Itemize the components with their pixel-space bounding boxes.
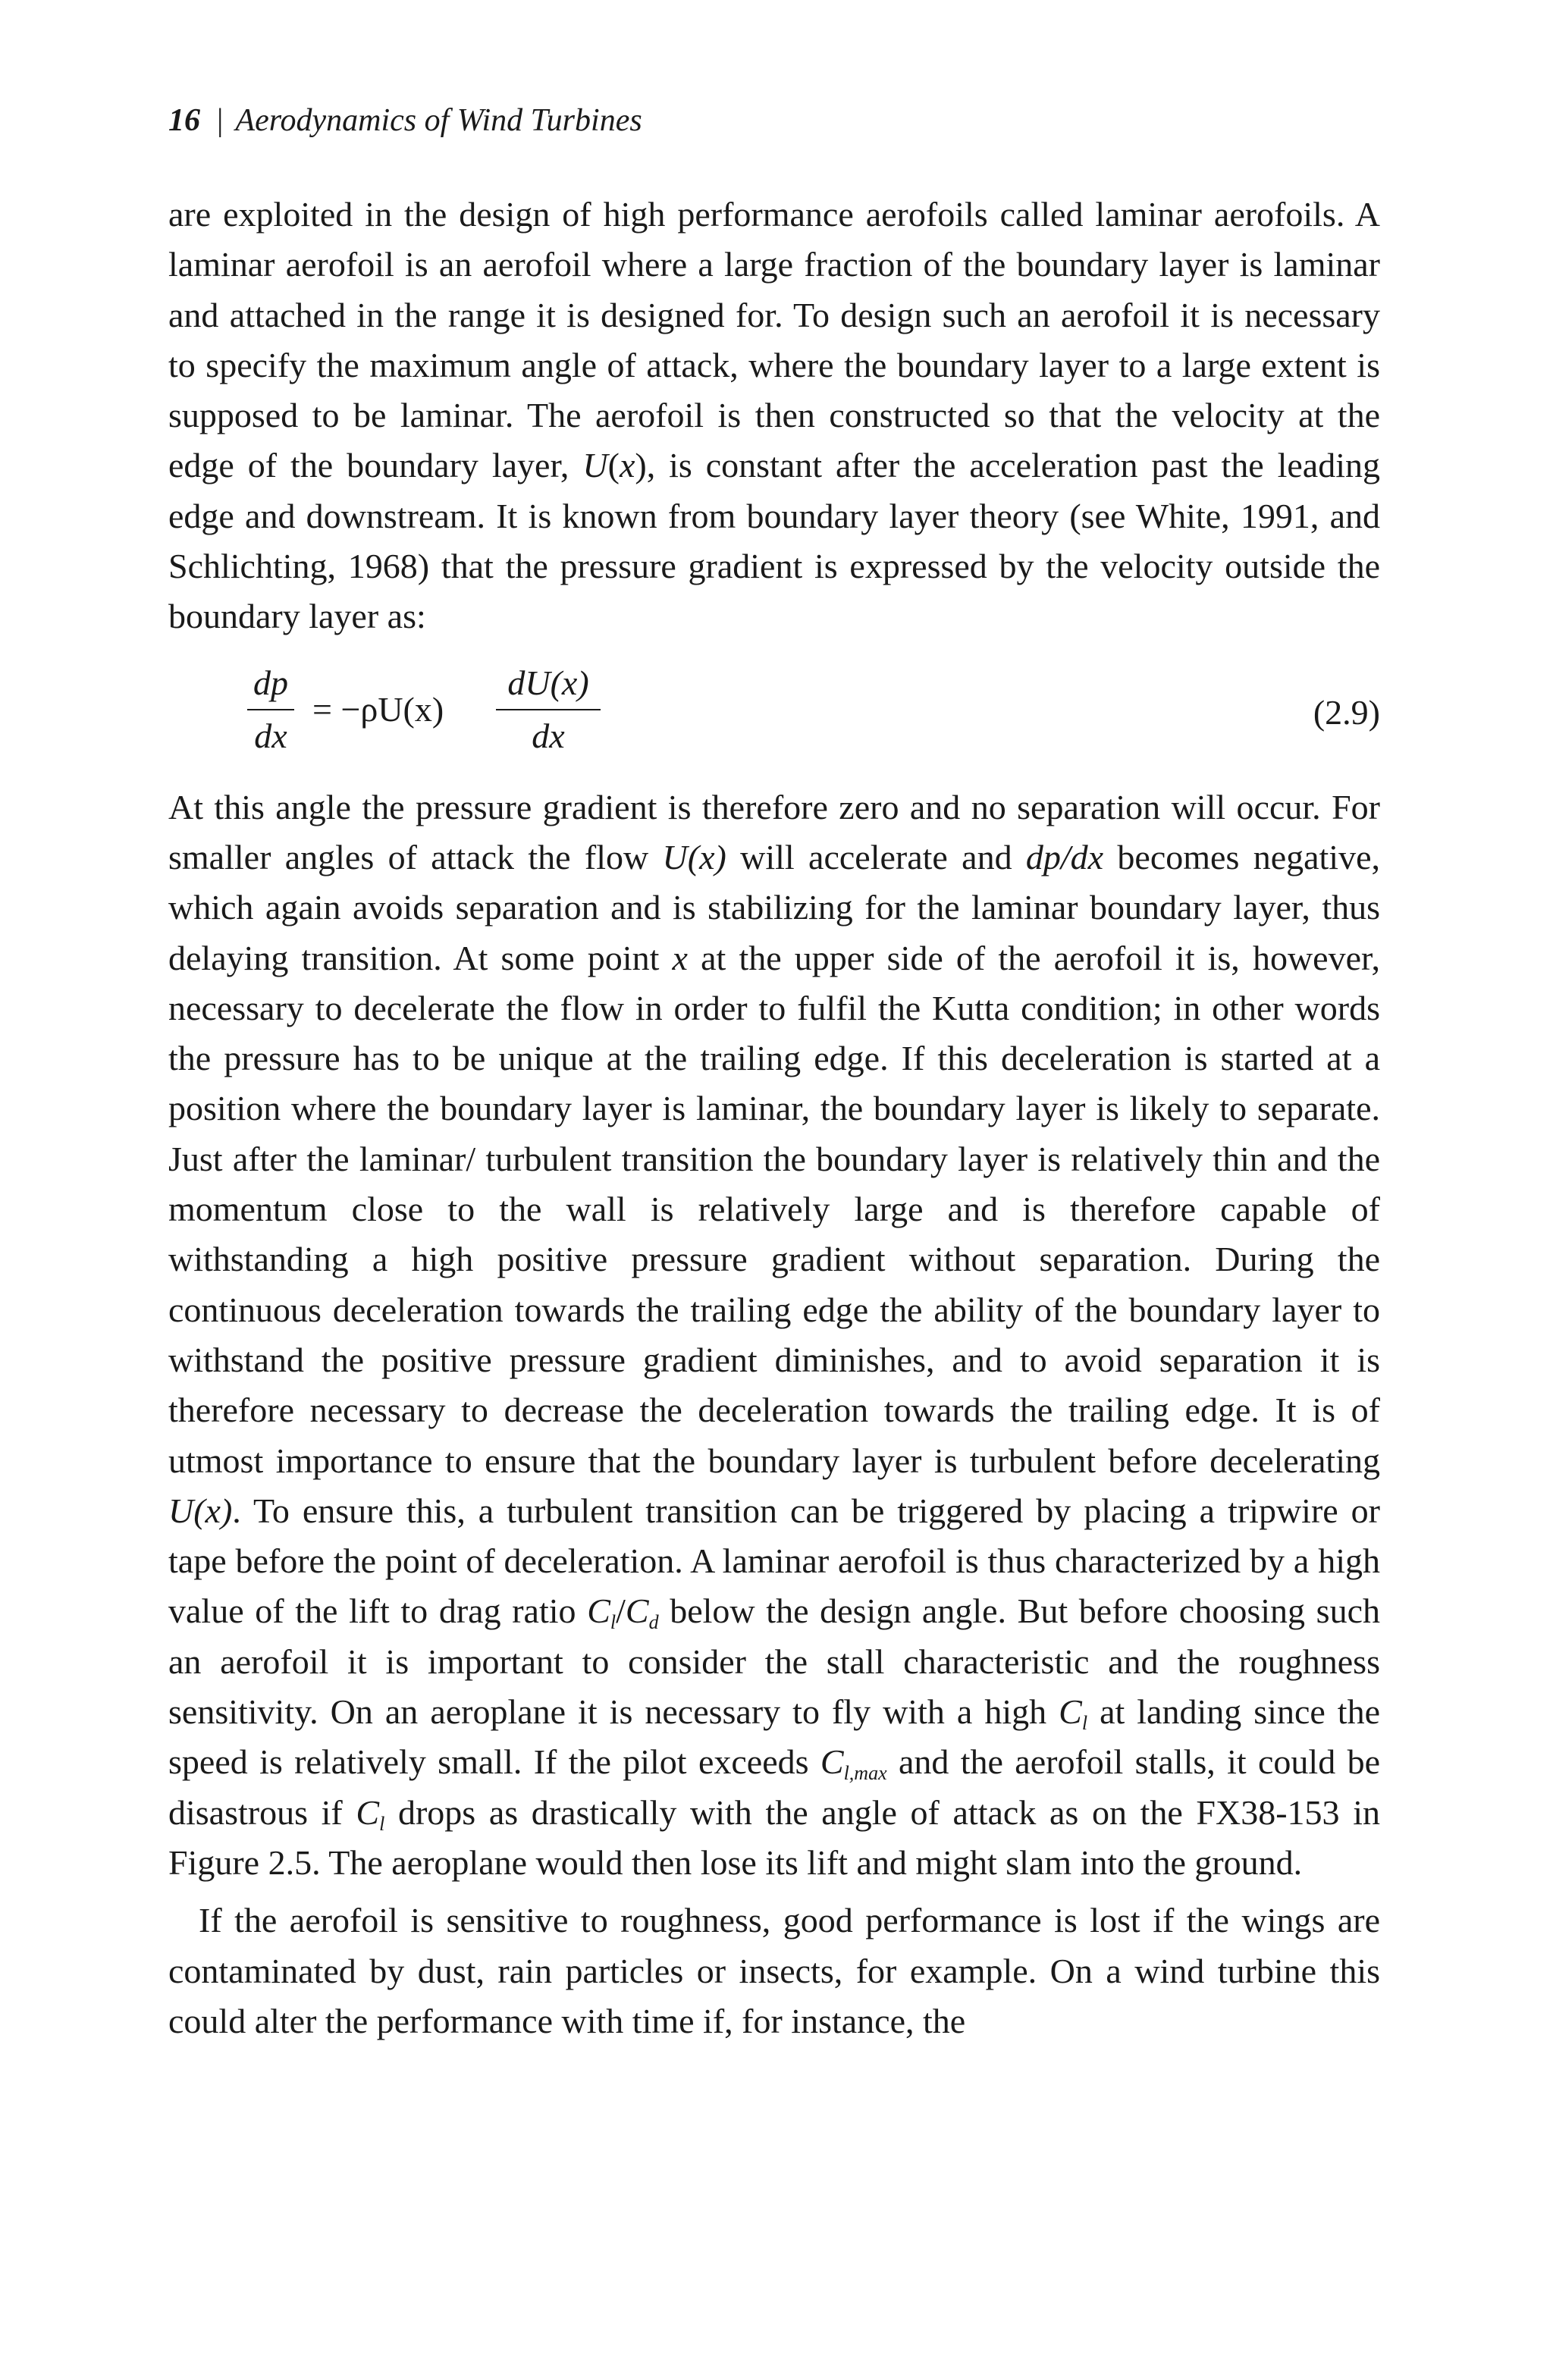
x-symbol: x (672, 938, 688, 977)
drag-coefficient-subscript: d (648, 1611, 659, 1634)
drag-coefficient-symbol: C (625, 1591, 649, 1631)
running-title: Aerodynamics of Wind Turbines (235, 103, 642, 138)
paragraph-2-text-d: at the upper side of the aerofoil it is, however, necessary to decelerate the flow in order to fulfil the Kutta condition; in other words the pressure has to be unique at the trailing edge. If this deceleration is started at a position where the boundary layer is laminar, the boundary layer is likely to separate. Just after the laminar/ turbulent transition the boundary layer is relatively thin and the momentum close to the wall is relatively large and is therefore capable of withstanding a high positive pressure gradient without separation. During the continuous deceleration towards the trailing edge the ability of the boundary layer to withstand the positive pressure gradient diminishes, and to avoid separation it is therefore necessary to decrease the deceleration towards the trailing edge. It is of utmost importance to ensure that the boundary layer is turbulent before decelerating (168, 938, 1380, 1480)
paragraph-2-text-c: becomes negative, which again avoids separation and is stabilizing for the laminar boundary layer, thus delaying transition. At some point (168, 837, 1381, 977)
fraction-dp-dx (247, 660, 294, 759)
lift-coefficient-symbol: C (1059, 1692, 1082, 1732)
page-number: 16 (168, 103, 200, 138)
paragraph-2-text-b: will accelerate and (726, 837, 1026, 876)
lift-coefficient-subscript: l (610, 1611, 616, 1634)
paren-close: ) (635, 446, 647, 485)
equation-middle-term: = −ρU(x) (312, 689, 444, 729)
fraction-numerator: dU(x) (507, 663, 589, 702)
lift-coefficient-subscript: l (379, 1812, 385, 1835)
paragraph-2-text-a: At this angle the pressure gradient is therefore zero and no separation will occur. For smaller angles of attack the flow (168, 787, 1380, 876)
fraction-numerator: dp (253, 663, 288, 702)
fraction-bar (247, 709, 294, 710)
velocity-term: U(x) (168, 1491, 233, 1530)
paragraph-1-text-a: are exploited in the design of high performance aerofoils called laminar aerofoils. A laminar aerofoil is an aerofoil where a large fraction of the boundary layer is laminar and attached in the range it is designed for. To design such an aerofoil it is necessary to specify the maximum angle of attack, where the boundary layer to a large extent is supposed to be laminar. The aerofoil is then constructed so that the velocity at the edge of the boundary layer, (168, 195, 1380, 485)
paragraph-2-text-i: drops as drastically with the angle of attack as on the FX38-153 in Figure 2.5. The aeroplane would then lose its lift and might slam into the ground. (168, 1792, 1380, 1882)
fraction-denominator: dx (532, 716, 565, 755)
header-separator: | (217, 103, 224, 138)
equation-number: (2.9) (1313, 692, 1380, 732)
paragraph-2-text-e: . To ensure this, a turbulent transition can be triggered by placing a tripwire or tape before the point of deceleration. A laminar aerofoil is thus characterized by a high value of the lift to drag ratio (168, 1491, 1380, 1631)
paragraph-2-text-h: and the aerofoil stalls, it could be disastrous if (168, 1742, 1380, 1832)
paragraph-1 (168, 190, 1380, 642)
x-symbol: x (619, 446, 635, 485)
paragraph-2-text-g: at landing since the speed is relatively small. If the pilot exceeds (168, 1692, 1380, 1782)
paragraph-2 (168, 782, 1380, 1889)
paren-open: ( (607, 446, 620, 485)
fraction-du-dx (496, 660, 601, 759)
equation-2-9 (168, 650, 1380, 782)
pressure-gradient-term: dp/dx (1025, 837, 1104, 876)
running-header (168, 105, 642, 136)
max-lift-coefficient-symbol: C (820, 1742, 844, 1782)
lift-coefficient-subscript: l (1081, 1712, 1088, 1735)
paragraph-3: If the aerofoil is sensitive to roughness, good performance is lost if the wings are contaminated by dust, rain particles or insects, for example. On a wind turbine this could alter the performance with time if, for instance, the (168, 1901, 1380, 2040)
max-lift-coefficient-subscript: l,max (843, 1762, 887, 1785)
paragraph-2-text-f: below the design angle. But before choosing such an aerofoil it is important to consider the stall characteristic and the roughness sensitivity. On an aeroplane it is necessary to fly with a high (168, 1591, 1380, 1732)
fraction-denominator: dx (254, 716, 287, 755)
velocity-term: U(x) (662, 837, 726, 876)
lift-coefficient-symbol: C (587, 1591, 610, 1631)
body-text (168, 190, 1380, 2046)
ratio-slash: / (616, 1591, 626, 1631)
fraction-bar (496, 709, 601, 710)
velocity-symbol: U (582, 446, 608, 485)
paragraph-1-text-b: , is constant after the acceleration past the leading edge and downstream. It is known from boundary layer theory (see White, 1991, and Schlichting, 1968) that the pressure gradient is expressed by the velocity outside the boundary layer as: (168, 446, 1380, 636)
lift-coefficient-symbol: C (356, 1792, 380, 1832)
